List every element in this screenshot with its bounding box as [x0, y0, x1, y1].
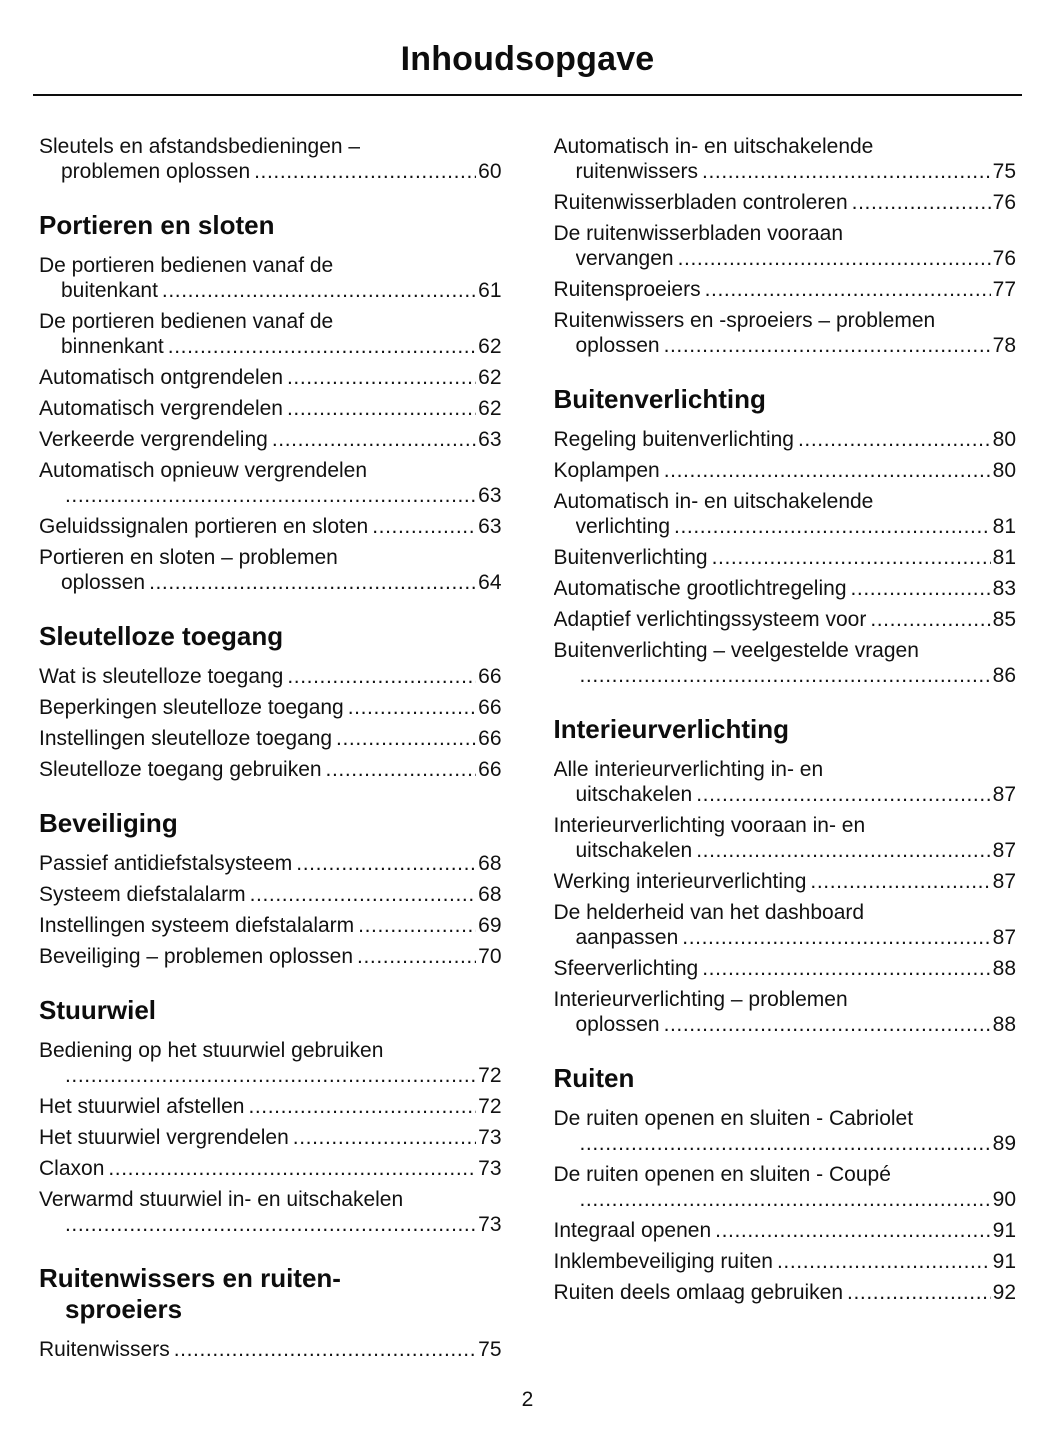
- entry-text: Verwarmd stuurwiel in- en uitschakelen: [39, 1188, 404, 1211]
- entry-page-number: 90: [992, 1188, 1016, 1211]
- entry-text: Passief antidiefstalsysteem: [39, 852, 293, 875]
- dot-leader: [248, 1094, 476, 1119]
- toc-entry-line: [39, 1156, 502, 1181]
- entry-page-number: 66: [478, 665, 502, 688]
- section-heading: [39, 210, 502, 241]
- toc-entry: [554, 190, 1017, 215]
- entry-page-number: 89: [992, 1132, 1016, 1155]
- entry-page-number: 73: [478, 1126, 502, 1149]
- entry-text: Automatisch vergrendelen: [39, 397, 283, 420]
- entry-page-number: 87: [992, 839, 1016, 862]
- entry-text: Integraal openen: [553, 1219, 712, 1242]
- entry-page-number: 77: [992, 278, 1016, 301]
- entry-page-number: 75: [478, 1338, 502, 1361]
- dot-leader: [580, 1131, 991, 1156]
- dot-leader: [336, 726, 476, 751]
- toc-entry: [39, 1094, 502, 1119]
- entry-text: Koplampen: [553, 459, 660, 482]
- section-heading-line: Stuurwiel: [39, 995, 157, 1025]
- toc-entry-line: [39, 695, 502, 720]
- entry-page-number: 85: [992, 608, 1016, 631]
- entry-text: Sleutels en afstandsbedieningen –: [39, 135, 361, 158]
- entry-text: Inklembeveiliging ruiten: [553, 1250, 773, 1273]
- entry-text: buitenkant: [61, 279, 158, 302]
- toc-entry: [554, 277, 1017, 302]
- dot-leader: [580, 1187, 991, 1212]
- entry-page-number: 87: [992, 783, 1016, 806]
- toc-entry-line: [39, 278, 502, 303]
- toc-entry: [39, 944, 502, 969]
- dot-leader: [847, 1280, 991, 1305]
- dot-leader: [174, 1337, 476, 1362]
- toc-entry: [554, 1162, 1017, 1212]
- dot-leader: [705, 277, 991, 302]
- entry-text: binnenkant: [61, 335, 164, 358]
- entry-text: Systeem diefstalalarm: [39, 883, 246, 906]
- toc-entry-line: [554, 813, 1017, 838]
- toc-entry-line: [39, 1038, 502, 1063]
- entry-page-number: 91: [992, 1219, 1016, 1242]
- entry-text: Claxon: [39, 1157, 105, 1180]
- dot-leader: [664, 1012, 991, 1037]
- toc-entry-line: [554, 1249, 1017, 1274]
- toc-entry: [39, 882, 502, 907]
- entry-text: Verkeerde vergrendeling: [39, 428, 268, 451]
- dot-leader: [162, 278, 476, 303]
- toc-entry-line: [554, 1280, 1017, 1305]
- section-heading: [39, 995, 502, 1026]
- dot-leader: [777, 1249, 991, 1274]
- toc-entry: [39, 1187, 502, 1237]
- page-number: 2: [521, 1388, 534, 1411]
- entry-page-number: 87: [992, 926, 1016, 949]
- toc-entry: [39, 851, 502, 876]
- toc-entry-line: [39, 396, 502, 421]
- toc-section: [39, 1263, 502, 1362]
- entry-page-number: 88: [992, 1013, 1016, 1036]
- toc-entry-line: [554, 663, 1017, 688]
- entry-text: Beperkingen sleutelloze toegang: [39, 696, 344, 719]
- toc-entry: [554, 545, 1017, 570]
- dot-leader: [712, 545, 991, 570]
- entry-page-number: 80: [992, 428, 1016, 451]
- toc-entry-line: [39, 483, 502, 508]
- dot-leader: [326, 757, 477, 782]
- dot-leader: [674, 514, 991, 539]
- entry-text: Automatisch in- en uitschakelende: [553, 135, 874, 158]
- page-header: [33, 40, 1022, 96]
- entry-page-number: 87: [992, 870, 1016, 893]
- toc-entry-line: [554, 782, 1017, 807]
- entry-page-number: 62: [478, 397, 502, 420]
- dot-leader: [65, 483, 476, 508]
- entry-page-number: 60: [478, 160, 502, 183]
- section-heading-line: sproeiers: [65, 1294, 183, 1324]
- entry-text: Portieren en sloten – problemen: [39, 546, 338, 569]
- toc-entry-line: [39, 1212, 502, 1237]
- dot-leader: [580, 663, 991, 688]
- dot-leader: [696, 838, 990, 863]
- section-heading-line: Buitenverlichting: [553, 384, 766, 414]
- toc-entry-line: [39, 944, 502, 969]
- dot-leader: [272, 427, 476, 452]
- toc-entry: [554, 221, 1017, 271]
- entry-text: Automatisch opnieuw vergrendelen: [39, 459, 368, 482]
- toc-entry: [554, 458, 1017, 483]
- toc-entry-line: [39, 1094, 502, 1119]
- entry-page-number: 86: [992, 664, 1016, 687]
- toc-entry: [39, 1156, 502, 1181]
- toc-entry-line: [39, 726, 502, 751]
- dot-leader: [870, 607, 990, 632]
- toc-entry: [554, 607, 1017, 632]
- entry-text: Regeling buitenverlichting: [553, 428, 794, 451]
- dot-leader: [852, 190, 991, 215]
- entry-text: Alle interieurverlichting in- en: [553, 758, 824, 781]
- section-heading-line: Portieren en sloten: [39, 210, 275, 240]
- entry-text: Geluidssignalen portieren en sloten: [39, 515, 369, 538]
- toc-entry-line: [39, 309, 502, 334]
- toc-entry: [554, 1249, 1017, 1274]
- toc-entry: [39, 396, 502, 421]
- toc-entry-line: [554, 134, 1017, 159]
- toc-entry-line: [39, 159, 502, 184]
- dot-leader: [65, 1212, 476, 1237]
- toc-entry: [554, 427, 1017, 452]
- entry-text: Automatisch ontgrendelen: [39, 366, 283, 389]
- toc-entry-line: [39, 851, 502, 876]
- toc-entry: [39, 458, 502, 508]
- toc-entry-line: [554, 190, 1017, 215]
- toc-entry: [39, 695, 502, 720]
- toc-entry-line: [39, 427, 502, 452]
- toc-entry-line: [554, 757, 1017, 782]
- toc-entry-line: [554, 956, 1017, 981]
- dot-leader: [65, 1063, 476, 1088]
- toc-entry: [39, 545, 502, 595]
- section-heading: [39, 808, 502, 839]
- dot-leader: [296, 851, 476, 876]
- toc-entry-line: [39, 1063, 502, 1088]
- toc-section: [39, 808, 502, 969]
- toc-entry: [39, 365, 502, 390]
- toc-entry-line: [554, 1187, 1017, 1212]
- dot-leader: [287, 396, 476, 421]
- toc-entry: [554, 900, 1017, 950]
- dot-leader: [357, 944, 476, 969]
- toc-entry: [554, 757, 1017, 807]
- toc-section: [39, 621, 502, 782]
- toc-column-left: [39, 134, 502, 1368]
- toc-entry-line: [554, 514, 1017, 539]
- toc-entry-line: [39, 913, 502, 938]
- entry-text: ruitenwissers: [575, 160, 699, 183]
- dot-leader: [682, 925, 990, 950]
- toc-entry-line: [554, 489, 1017, 514]
- toc-entry-line: [554, 987, 1017, 1012]
- toc-entry-line: [39, 458, 502, 483]
- toc-entry-line: [554, 159, 1017, 184]
- toc-entry-line: [554, 869, 1017, 894]
- dot-leader: [810, 869, 990, 894]
- entry-text: Ruitensproeiers: [553, 278, 701, 301]
- entry-page-number: 72: [478, 1095, 502, 1118]
- section-heading: [554, 714, 1017, 745]
- entry-page-number: 61: [478, 279, 502, 302]
- toc-section: [39, 995, 502, 1237]
- toc-entry-line: [554, 246, 1017, 271]
- toc-entry: [554, 1218, 1017, 1243]
- entry-page-number: 62: [478, 335, 502, 358]
- entry-text: Sleutelloze toegang gebruiken: [39, 758, 322, 781]
- dot-leader: [715, 1218, 991, 1243]
- section-heading-line: Sleutelloze toegang: [39, 621, 284, 651]
- entry-text: Bediening op het stuurwiel gebruiken: [39, 1039, 384, 1062]
- section-heading: [39, 621, 502, 652]
- toc-entry: [554, 134, 1017, 184]
- toc-entry: [39, 664, 502, 689]
- toc-entry-line: [554, 277, 1017, 302]
- toc-section: [554, 714, 1017, 1037]
- entry-text: Buitenverlichting: [553, 546, 708, 569]
- entry-page-number: 73: [478, 1213, 502, 1236]
- dot-leader: [287, 365, 476, 390]
- entry-text: Ruiten deels omlaag gebruiken: [553, 1281, 844, 1304]
- entry-text: De portieren bedienen vanaf de: [39, 254, 334, 277]
- toc-entry-line: [39, 570, 502, 595]
- toc-entry-line: [39, 253, 502, 278]
- toc-entry: [39, 514, 502, 539]
- entry-text: Automatische grootlichtregeling: [553, 577, 847, 600]
- toc-entry-line: [554, 1131, 1017, 1156]
- toc-entry: [554, 813, 1017, 863]
- entry-page-number: 72: [478, 1064, 502, 1087]
- toc-entry-line: [554, 221, 1017, 246]
- dot-leader: [664, 458, 991, 483]
- toc-entry: [39, 134, 502, 184]
- entry-text: verlichting: [575, 515, 671, 538]
- entry-text: Ruitenwisserbladen controleren: [553, 191, 848, 214]
- page-title: Inhoudsopgave: [400, 40, 655, 78]
- entry-page-number: 80: [992, 459, 1016, 482]
- entry-text: Instellingen systeem diefstalalarm: [39, 914, 355, 937]
- entry-page-number: 63: [478, 428, 502, 451]
- toc-entry-line: [554, 1012, 1017, 1037]
- entry-page-number: 69: [478, 914, 502, 937]
- entry-text: De portieren bedienen vanaf de: [39, 310, 334, 333]
- toc-entry-line: [39, 334, 502, 359]
- entry-text: De ruitenwisserbladen vooraan: [553, 222, 843, 245]
- toc-entry: [554, 1106, 1017, 1156]
- toc-entry: [39, 309, 502, 359]
- entry-page-number: 78: [992, 334, 1016, 357]
- entry-text: oplossen: [575, 334, 660, 357]
- entry-page-number: 64: [478, 571, 502, 594]
- toc-entry: [554, 987, 1017, 1037]
- toc-entry: [554, 1280, 1017, 1305]
- entry-text: Interieurverlichting – problemen: [553, 988, 848, 1011]
- entry-page-number: 66: [478, 696, 502, 719]
- entry-text: Interieurverlichting vooraan in- en: [553, 814, 866, 837]
- toc-entry-line: [554, 1162, 1017, 1187]
- entry-page-number: 92: [992, 1281, 1016, 1304]
- dot-leader: [293, 1125, 476, 1150]
- entry-page-number: 68: [478, 883, 502, 906]
- entry-page-number: 81: [992, 515, 1016, 538]
- toc-entry-line: [39, 134, 502, 159]
- entry-page-number: 63: [478, 515, 502, 538]
- toc-entry: [39, 913, 502, 938]
- entry-page-number: 76: [992, 191, 1016, 214]
- entry-text: oplossen: [575, 1013, 660, 1036]
- entry-page-number: 62: [478, 366, 502, 389]
- entry-page-number: 66: [478, 758, 502, 781]
- toc-entry-line: [39, 545, 502, 570]
- dot-leader: [702, 956, 990, 981]
- toc-section: [554, 1063, 1017, 1305]
- dot-leader: [372, 514, 476, 539]
- toc-entry: [39, 253, 502, 303]
- entry-page-number: 66: [478, 727, 502, 750]
- toc-entry-line: [554, 838, 1017, 863]
- toc-entry-line: [39, 365, 502, 390]
- toc-entry: [39, 757, 502, 782]
- toc-entry-line: [554, 427, 1017, 452]
- entry-text: Automatisch in- en uitschakelende: [553, 490, 874, 513]
- entry-text: De ruiten openen en sluiten - Cabriolet: [553, 1107, 914, 1130]
- section-heading: [554, 384, 1017, 415]
- toc-entry: [554, 638, 1017, 688]
- dot-leader: [696, 782, 990, 807]
- toc-entry-line: [39, 882, 502, 907]
- section-heading-line: Interieurverlichting: [553, 714, 789, 744]
- entry-page-number: 83: [992, 577, 1016, 600]
- dot-leader: [678, 246, 991, 271]
- dot-leader: [149, 570, 476, 595]
- toc-entry-line: [554, 638, 1017, 663]
- toc-section: [554, 134, 1017, 358]
- dot-leader: [348, 695, 476, 720]
- toc-entry-line: [39, 1337, 502, 1362]
- table-of-contents: [33, 96, 1022, 1368]
- section-heading-line: Beveiliging: [39, 808, 178, 838]
- entry-text: Het stuurwiel afstellen: [39, 1095, 245, 1118]
- entry-text: oplossen: [61, 571, 146, 594]
- entry-page-number: 73: [478, 1157, 502, 1180]
- toc-entry-line: [39, 664, 502, 689]
- toc-entry-line: [554, 900, 1017, 925]
- toc-column-right: [554, 134, 1017, 1368]
- toc-entry-line: [554, 1218, 1017, 1243]
- dot-leader: [851, 576, 991, 601]
- entry-text: De helderheid van het dashboard: [553, 901, 865, 924]
- entry-page-number: 76: [992, 247, 1016, 270]
- entry-text: Het stuurwiel vergrendelen: [39, 1126, 289, 1149]
- section-heading-line: Ruitenwissers en ruiten-: [39, 1263, 341, 1293]
- entry-page-number: 81: [992, 546, 1016, 569]
- entry-page-number: 68: [478, 852, 502, 875]
- entry-text: Beveiliging – problemen oplossen: [39, 945, 354, 968]
- toc-entry-line: [39, 1125, 502, 1150]
- toc-entry: [554, 489, 1017, 539]
- toc-entry: [554, 576, 1017, 601]
- entry-text: Ruitenwissers: [39, 1338, 170, 1361]
- entry-text: Sfeerverlichting: [553, 957, 699, 980]
- section-heading-line: Ruiten: [553, 1063, 635, 1093]
- entry-text: Ruitenwissers en -sproeiers – problemen: [553, 309, 936, 332]
- toc-entry-line: [554, 576, 1017, 601]
- toc-entry: [39, 1337, 502, 1362]
- toc-entry-line: [554, 925, 1017, 950]
- toc-section: [554, 384, 1017, 688]
- toc-section: [39, 134, 502, 184]
- toc-entry: [554, 308, 1017, 358]
- entry-text: Wat is sleutelloze toegang: [39, 665, 284, 688]
- toc-entry-line: [554, 1106, 1017, 1131]
- entry-text: aanpassen: [575, 926, 679, 949]
- toc-entry-line: [39, 757, 502, 782]
- entry-page-number: 91: [992, 1250, 1016, 1273]
- toc-entry-line: [554, 545, 1017, 570]
- dot-leader: [702, 159, 991, 184]
- dot-leader: [287, 664, 476, 689]
- toc-entry: [554, 956, 1017, 981]
- page-footer: [0, 1387, 1055, 1412]
- toc-entry: [39, 427, 502, 452]
- entry-page-number: 88: [992, 957, 1016, 980]
- toc-entry: [39, 726, 502, 751]
- toc-entry: [554, 869, 1017, 894]
- entry-text: Werking interieurverlichting: [553, 870, 807, 893]
- dot-leader: [254, 159, 476, 184]
- entry-page-number: 70: [478, 945, 502, 968]
- dot-leader: [358, 913, 476, 938]
- entry-page-number: 63: [478, 484, 502, 507]
- entry-text: Instellingen sleutelloze toegang: [39, 727, 333, 750]
- dot-leader: [250, 882, 477, 907]
- toc-entry: [39, 1038, 502, 1088]
- section-heading: [39, 1263, 502, 1325]
- entry-text: vervangen: [575, 247, 674, 270]
- entry-text: uitschakelen: [575, 839, 693, 862]
- section-heading: [554, 1063, 1017, 1094]
- entry-text: Adaptief verlichtingssysteem voor: [553, 608, 867, 631]
- toc-entry-line: [554, 308, 1017, 333]
- dot-leader: [168, 334, 476, 359]
- dot-leader: [798, 427, 991, 452]
- toc-entry-line: [554, 607, 1017, 632]
- dot-leader: [108, 1156, 476, 1181]
- entry-text: De ruiten openen en sluiten - Coupé: [553, 1163, 891, 1186]
- entry-text: Buitenverlichting – veelgestelde vragen: [553, 639, 919, 662]
- entry-text: problemen oplossen: [61, 160, 251, 183]
- toc-entry-line: [39, 514, 502, 539]
- toc-entry-line: [39, 1187, 502, 1212]
- dot-leader: [664, 333, 991, 358]
- toc-entry-line: [554, 458, 1017, 483]
- entry-text: uitschakelen: [575, 783, 693, 806]
- entry-page-number: 75: [992, 160, 1016, 183]
- toc-section: [39, 210, 502, 595]
- toc-entry-line: [554, 333, 1017, 358]
- toc-entry: [39, 1125, 502, 1150]
